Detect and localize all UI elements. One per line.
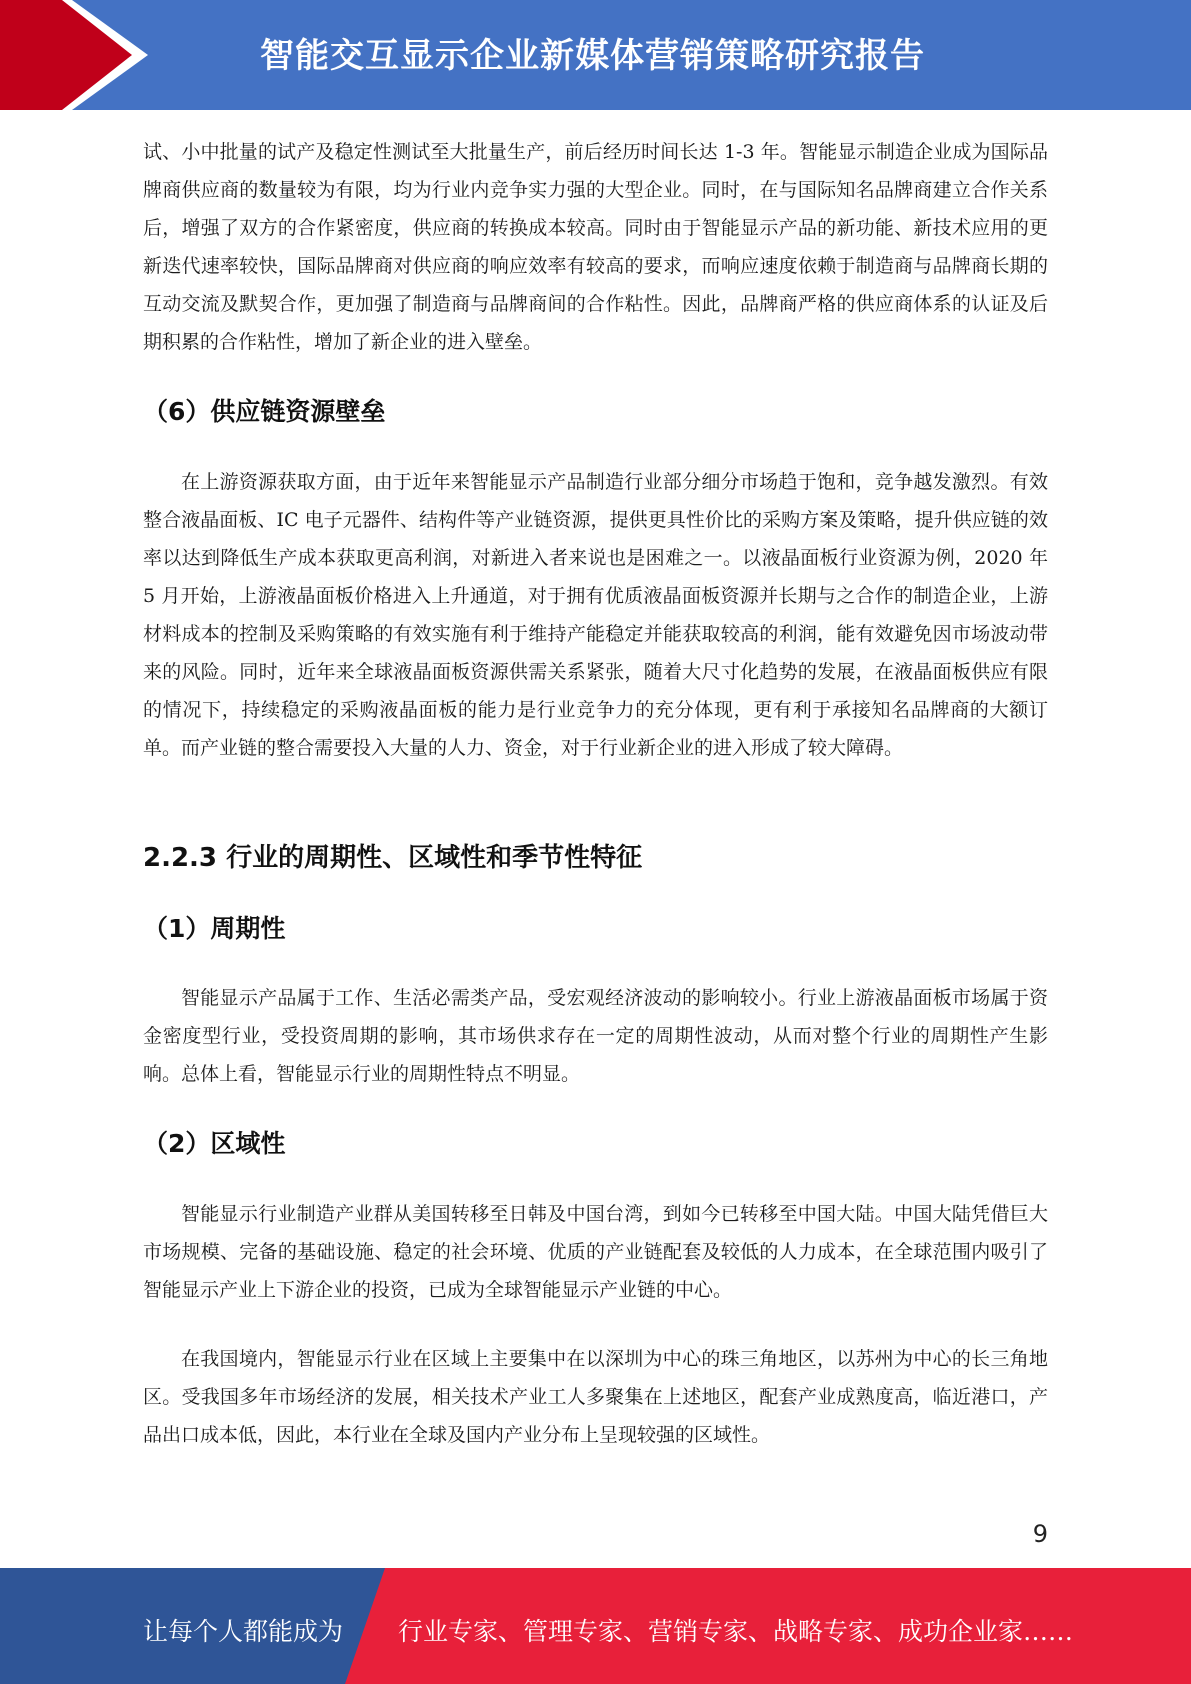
page-number: 9: [1032, 1520, 1048, 1548]
paragraph-barrier-intro: 试、小中批量的试产及稳定性测试至大批量生产，前后经历时间长达 1-3 年。智能显示制造企业成为国际品牌商供应商的数量较为有限，均为行业内竞争实力强的大型企业。同时，在与国际知名品牌商建立合作关系后，增强了双方的合作紧密度，供应商的转换成本较高。同时由于智能显示产品的新功能、新技术应用的更新迭代速率较快，国际品牌商对供应商的响应效率有较高的要求，而响应速度依赖于制造商与品牌商长期的互动交流及默契合作，更加强了制造商与品牌商间的合作粘性。因此，品牌商严格的供应商体系的认证及后期积累的合作粘性，增加了新企业的进入壁垒。: [143, 141, 1048, 353]
header-title: 智能交互显示企业新媒体营销策略研究报告: [260, 36, 925, 76]
body-section-intro: [143, 133, 1048, 361]
footer-slogan-right: 行业专家、管理专家、营销专家、战略专家、成功企业家……: [398, 1617, 1074, 1646]
heading-regionality: （2）区域性: [143, 1129, 286, 1158]
heading-supply-chain: （6）供应链资源壁垒: [143, 397, 386, 426]
page-header: [0, 0, 1191, 110]
heading-section-2-2-3: 2.2.3 行业的周期性、区域性和季节性特征: [143, 843, 643, 873]
body-section-region-1: [143, 1195, 1048, 1309]
body-section-region-2: [143, 1340, 1048, 1454]
heading-cyclicality: （1）周期性: [143, 914, 286, 943]
paragraph-supply-chain: 在上游资源获取方面，由于近年来智能显示产品制造行业部分细分市场趋于饱和，竞争越发激烈。有效整合液晶面板、IC 电子元器件、结构件等产业链资源，提供更具性价比的采购方案及策略，提升供应链的效率以达到降低生产成本获取更高利润，对新进入者来说也是困难之一。以液晶面板行业资源为例，2020 年 5 月开始，上游液晶面板价格进入上升通道，对于拥有优质液晶面板资源并长期与之合作的制造企业，上游材料成本的控制及采购策略的有效实施有利于维持产能稳定并能获取较高的利润，能有效避免因市场波动带来的风险。同时，近年来全球液晶面板资源供需关系紧张，随着大尺寸化趋势的发展，在液晶面板供应有限的情况下，持续稳定的采购液晶面板的能力是行业竞争力的充分体现，更有利于承接知名品牌商的大额订单。而产业链的整合需要投入大量的人力、资金，对于行业新企业的进入形成了较大障碍。: [143, 471, 1048, 759]
paragraph-regionality-2: 在我国境内，智能显示行业在区域上主要集中在以深圳为中心的珠三角地区，以苏州为中心的长三角地区。受我国多年市场经济的发展，相关技术产业工人多聚集在上述地区，配套产业成熟度高，临近港口，产品出口成本低，因此，本行业在全球及国内产业分布上呈现较强的区域性。: [143, 1348, 1048, 1446]
body-section-cycle: [143, 979, 1048, 1093]
paragraph-regionality-1: 智能显示行业制造产业群从美国转移至日韩及中国台湾，到如今已转移至中国大陆。中国大陆凭借巨大市场规模、完备的基础设施、稳定的社会环境、优质的产业链配套及较低的人力成本，在全球范围内吸引了智能显示产业上下游企业的投资，已成为全球智能显示产业链的中心。: [143, 1203, 1048, 1301]
paragraph-cyclicality: 智能显示产品属于工作、生活必需类产品，受宏观经济波动的影响较小。行业上游液晶面板市场属于资金密度型行业，受投资周期的影响，其市场供求存在一定的周期性波动，从而对整个行业的周期性产生影响。总体上看，智能显示行业的周期性特点不明显。: [143, 987, 1048, 1085]
body-section-supply: [143, 463, 1048, 767]
page-footer: [0, 1568, 1191, 1684]
footer-slogan-left: 让每个人都能成为: [143, 1617, 344, 1646]
